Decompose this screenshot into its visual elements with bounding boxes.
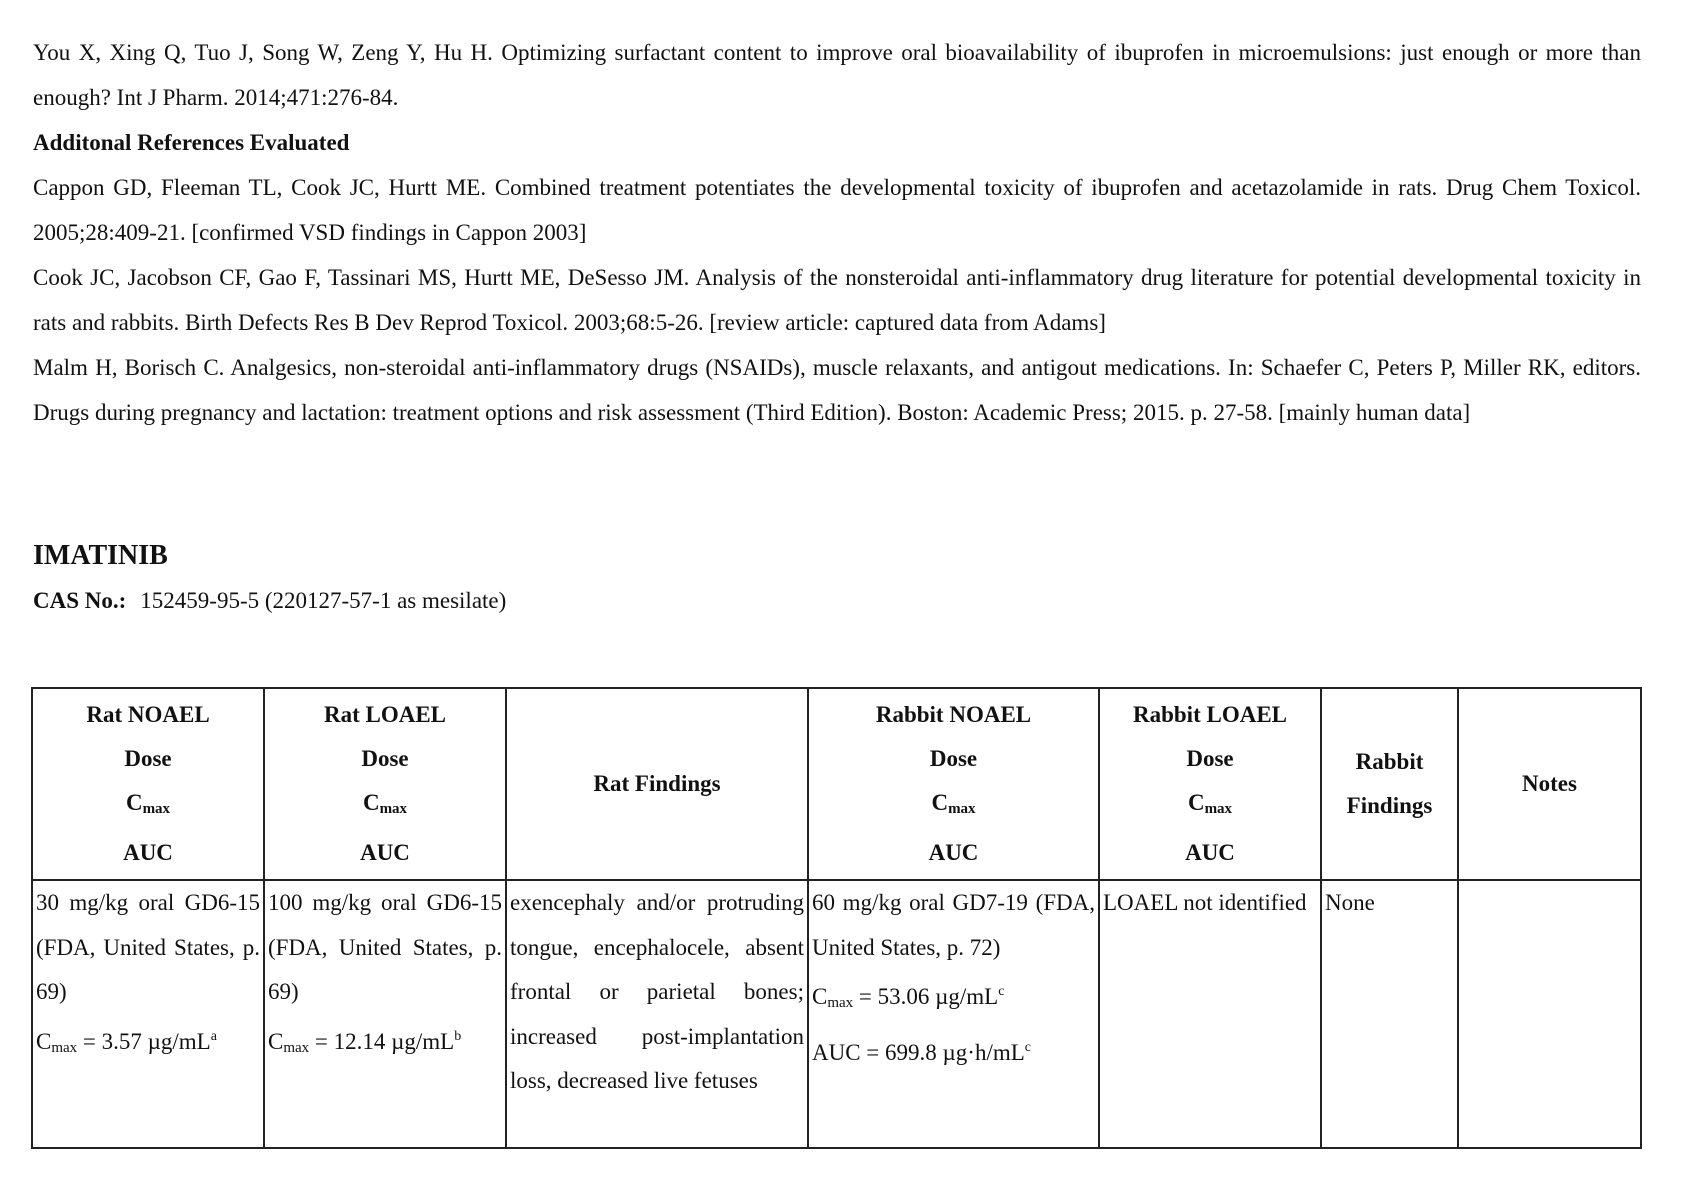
- cas-value: 152459-95-5 (220127-57-1 as mesilate): [140, 588, 507, 613]
- header-rabbit-noael: Rabbit NOAEL Dose Cmax AUC: [808, 688, 1099, 880]
- reference-cook-2003: Cook JC, Jacobson CF, Gao F, Tassinari MS, Hurtt ME, DeSesso JM. Analysis of the nonsteroidal anti-inflammatory drug literature for potential developmental toxicity in rats and rabbits. Birth Defects Res B Dev Reprod Toxicol. 2003;68:5-26. [review article: captured data from Adams]: [33, 265, 1641, 335]
- header-rat-loael: Rat LOAEL Dose Cmax AUC: [264, 688, 506, 880]
- reference-cappon-2005: Cappon GD, Fleeman TL, Cook JC, Hurtt ME. Combined treatment potentiates the developmental toxicity of ibuprofen and acetazolamide in rats. Drug Chem Toxicol. 2005;28:409-21. [confirmed VSD findings in Cappon 2003]: [33, 175, 1641, 245]
- cas-number-line: [33, 581, 506, 621]
- drug-name: IMATINIB: [33, 540, 168, 571]
- table-row: [32, 880, 1641, 1148]
- cell-rat-findings: exencephaly and/or protruding tongue, encephalocele, absent frontal or parietal bones; increased post-implantation loss, decreased live fetuses: [506, 880, 808, 1148]
- document-page: [33, 30, 1641, 1093]
- header-rabbit-loael: Rabbit LOAEL Dose Cmax AUC: [1099, 688, 1321, 880]
- cell-rabbit-noael: 60 mg/kg oral GD7-19 (FDA, United States, p. 72) Cmax = 53.06 $\mu g/mL^c$ AUC = 699.8 $\mu g\cdot h/mL^c$: [808, 880, 1099, 1148]
- header-rat-findings: Rat Findings: [506, 688, 808, 880]
- cell-rabbit-loael: LOAEL not identified: [1099, 880, 1321, 1148]
- cell-notes: [1458, 880, 1641, 1148]
- cell-rat-noael: 30 mg/kg oral GD6-15 (FDA, United States, p. 69) Cmax = 3.57 $\mu g/mL^a$: [32, 880, 264, 1148]
- table-header-row: [32, 688, 1641, 880]
- toxicity-table: [31, 687, 1642, 1149]
- header-rabbit-findings: Rabbit Findings: [1321, 688, 1458, 880]
- cas-label: CAS No.:: [33, 588, 127, 613]
- reference-malm-2015: Malm H, Borisch C. Analgesics, non-steroidal anti-inflammatory drugs (NSAIDs), muscle relaxants, and antigout medications. In: Schaefer C, Peters P, Miller RK, editors. Drugs during pregnancy and lactation: treatment options and risk assessment (Third Edition). Boston: Academic Press; 2015. p. 27-58. [mainly human data]: [33, 355, 1641, 425]
- header-notes: Notes: [1458, 688, 1641, 880]
- header-rat-noael: Rat NOAEL Dose Cmax AUC: [32, 688, 264, 880]
- cell-rat-loael: 100 mg/kg oral GD6-15 (FDA, United States, p. 69) Cmax = 12.14 $\mu g/mL^b$: [264, 880, 506, 1148]
- reference-you-2014: You X, Xing Q, Tuo J, Song W, Zeng Y, Hu H. Optimizing surfactant content to improve oral bioavailability of ibuprofen in microemulsions: just enough or more than enough? Int J Pharm. 2014;471:276-84.: [33, 40, 1641, 110]
- additional-references-heading: Additonal References Evaluated: [33, 130, 350, 155]
- cell-rabbit-findings: None: [1321, 880, 1458, 1148]
